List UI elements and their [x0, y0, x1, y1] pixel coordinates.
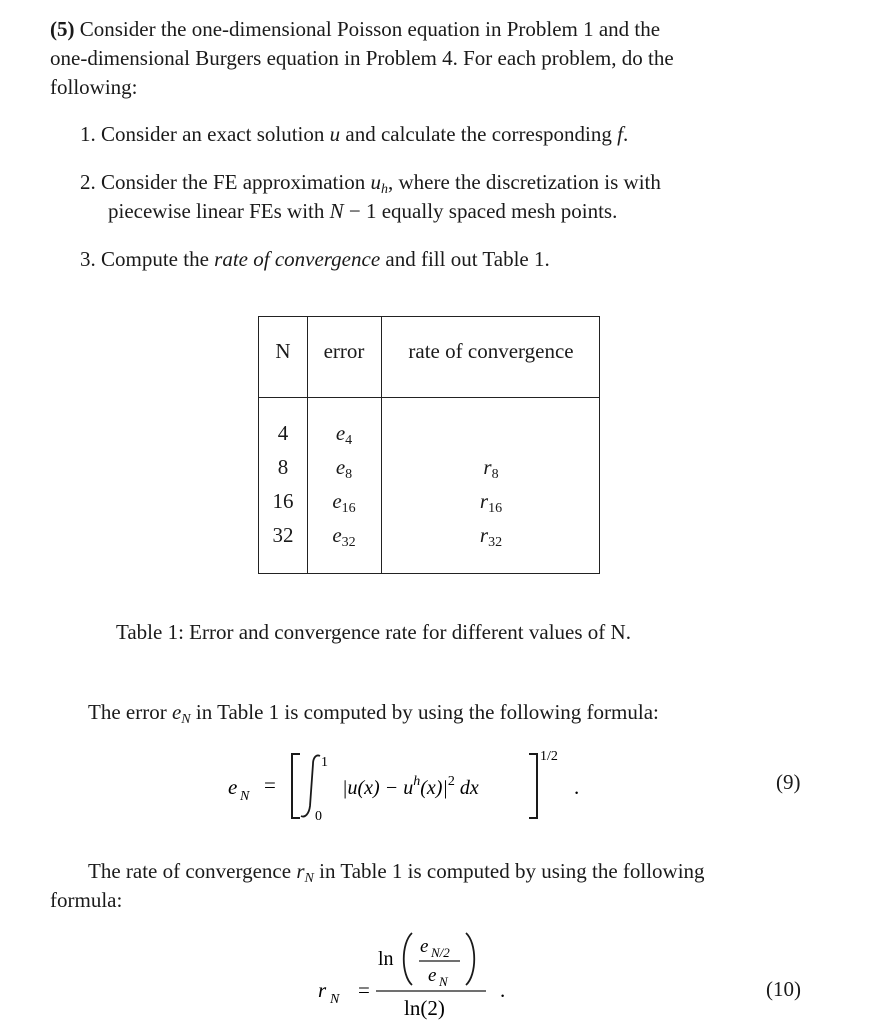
left-paren-icon	[404, 933, 412, 985]
eq10-ln: ln	[378, 948, 394, 970]
table-cell-error: $e_{16}$	[332, 489, 356, 516]
table-cell-n: 16	[272, 489, 294, 513]
table-header-rate: rate of convergence	[408, 339, 574, 363]
emphasis: rate of convergence	[214, 247, 381, 271]
problem-intro-line2: one-dimensional Burgers equation in Problem 4. For each problem, do the	[50, 46, 674, 70]
table-cell-n: 32	[272, 523, 294, 547]
table-header-error: error	[323, 339, 365, 363]
table-cell-error: $e_8$	[335, 455, 353, 482]
right-bracket-icon	[529, 754, 537, 818]
equation-9	[220, 740, 600, 830]
eq10-denominator: ln(2)	[404, 996, 445, 1020]
eq9-lower-limit: 0	[315, 809, 322, 824]
eq10-period: .	[500, 978, 506, 1002]
right-paren-icon	[466, 933, 474, 985]
eq10-num-e: e	[420, 936, 429, 957]
table-cell-rate: $r_{32}$	[479, 523, 503, 550]
eq10-lhs: r	[318, 978, 327, 1002]
problem-intro-line1: (5) Consider the one-dimensional Poisson equation in Problem 1 and the	[50, 17, 661, 41]
eq10-equals: =	[358, 978, 370, 1002]
equation-9-number: (9)	[776, 770, 801, 794]
table-header-divider	[259, 397, 599, 398]
eq10-num-sub: N/2	[431, 945, 450, 960]
step-2-line1: 2. Consider the FE approximation $u_h$, where the discretization is with	[80, 170, 661, 197]
step-3: 3. Compute the rate of convergence and fill out Table 1.	[80, 247, 550, 271]
eq9-upper-limit: 1	[321, 755, 328, 770]
eq9-exponent: 1/2	[540, 749, 558, 764]
left-bracket-icon	[292, 754, 300, 818]
step-1: 1. Consider an exact solution u and calculate the corresponding f.	[80, 122, 629, 146]
eq10-lhs-sub: N	[330, 992, 340, 1007]
integral-icon	[301, 755, 320, 816]
rate-paragraph-line1: The rate of convergence $r_N$ in Table 1 is computed by using the following	[88, 859, 705, 886]
eq9-period: .	[574, 775, 580, 799]
equation-10-number: (10)	[766, 977, 801, 1001]
rate-paragraph-line2: formula:	[50, 888, 123, 912]
table-cell-error: $e_4$	[335, 421, 353, 448]
convergence-table	[258, 316, 600, 574]
table-caption: Table 1: Error and convergence rate for different values of N.	[116, 620, 631, 644]
problem-number: (5)	[50, 17, 75, 41]
table-cell-rate: $r_8$	[483, 455, 499, 482]
error-paragraph: The error $e_N$ in Table 1 is computed by using the following formula:	[88, 700, 659, 727]
table-header-n: N	[275, 339, 291, 363]
step-2-line2: piecewise linear FEs with N − 1 equally spaced mesh points.	[108, 199, 618, 223]
equation-10	[300, 925, 520, 1024]
eq10-den-e: e	[428, 965, 437, 986]
eq9-equals: =	[264, 773, 276, 797]
eq9-lhs-sub: N	[240, 789, 250, 804]
eq9-lhs: e	[228, 775, 238, 799]
eq10-den-sub: N	[439, 974, 448, 989]
table-cell-n: 8	[277, 455, 289, 479]
table-cell-error: $e_{32}$	[332, 523, 356, 550]
eq9-integrand: $|u(x) - u^h(x)|^2$ dx	[342, 774, 479, 799]
table-cell-n: 4	[277, 421, 289, 445]
table-cell-rate: $r_{16}$	[479, 489, 503, 516]
problem-intro-line3: following:	[50, 75, 138, 99]
